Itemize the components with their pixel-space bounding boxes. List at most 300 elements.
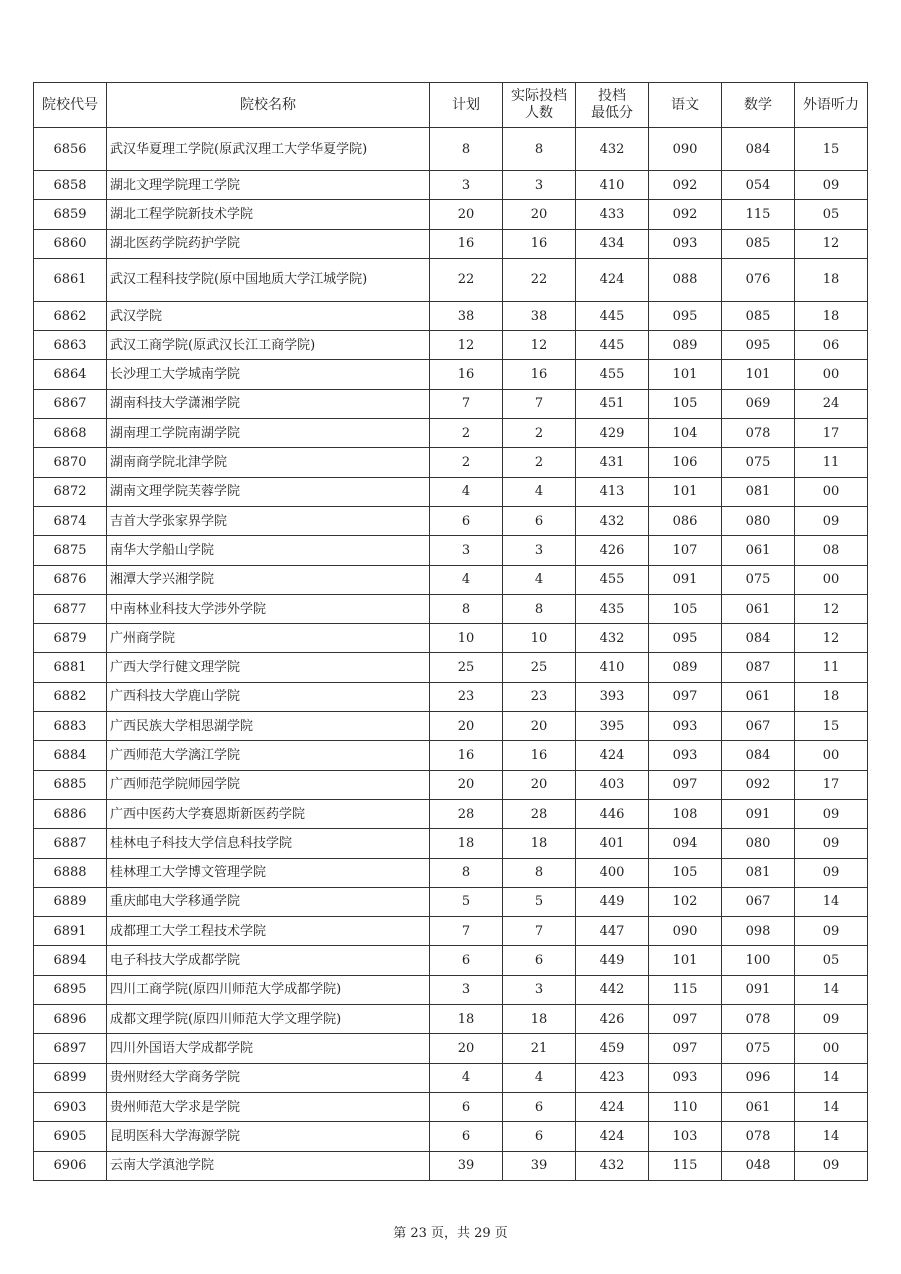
cell-math: 098 (722, 917, 795, 946)
cell-plan: 8 (430, 128, 503, 171)
cell-name: 湖北医药学院药护学院 (107, 229, 430, 258)
cell-chinese: 086 (649, 506, 722, 535)
cell-listening: 09 (795, 858, 868, 887)
cell-plan: 6 (430, 1122, 503, 1151)
cell-listening: 17 (795, 770, 868, 799)
cell-min-score: 435 (576, 594, 649, 623)
cell-min-score: 393 (576, 682, 649, 711)
cell-actual: 6 (503, 946, 576, 975)
cell-listening: 05 (795, 200, 868, 229)
cell-listening: 15 (795, 128, 868, 171)
cell-min-score: 426 (576, 536, 649, 565)
cell-min-score: 445 (576, 301, 649, 330)
cell-listening: 12 (795, 594, 868, 623)
cell-math: 078 (722, 419, 795, 448)
table-row (34, 917, 868, 946)
cell-math: 092 (722, 770, 795, 799)
cell-code: 6875 (34, 536, 107, 565)
cell-listening: 00 (795, 477, 868, 506)
cell-plan: 3 (430, 171, 503, 200)
table-row (34, 229, 868, 258)
cell-code: 6896 (34, 1005, 107, 1034)
cell-min-score: 424 (576, 741, 649, 770)
cell-code: 6876 (34, 565, 107, 594)
table-row (34, 171, 868, 200)
cell-actual: 38 (503, 301, 576, 330)
cell-listening: 18 (795, 682, 868, 711)
cell-plan: 18 (430, 1005, 503, 1034)
cell-chinese: 089 (649, 331, 722, 360)
cell-math: 054 (722, 171, 795, 200)
cell-chinese: 093 (649, 741, 722, 770)
cell-math: 061 (722, 1092, 795, 1121)
cell-math: 067 (722, 887, 795, 916)
cell-math: 075 (722, 448, 795, 477)
cell-math: 081 (722, 477, 795, 506)
cell-plan: 23 (430, 682, 503, 711)
cell-plan: 2 (430, 448, 503, 477)
cell-actual: 20 (503, 200, 576, 229)
cell-plan: 6 (430, 1092, 503, 1121)
cell-listening: 14 (795, 1122, 868, 1151)
table-row (34, 1092, 868, 1121)
cell-name: 长沙理工大学城南学院 (107, 360, 430, 389)
cell-min-score: 401 (576, 829, 649, 858)
cell-plan: 6 (430, 506, 503, 535)
cell-math: 091 (722, 799, 795, 828)
cell-name: 四川外国语大学成都学院 (107, 1034, 430, 1063)
cell-min-score: 449 (576, 887, 649, 916)
cell-actual: 5 (503, 887, 576, 916)
cell-plan: 39 (430, 1151, 503, 1180)
cell-code: 6903 (34, 1092, 107, 1121)
cell-chinese: 101 (649, 477, 722, 506)
cell-min-score: 423 (576, 1063, 649, 1092)
cell-actual: 22 (503, 258, 576, 301)
cell-listening: 00 (795, 360, 868, 389)
cell-min-score: 395 (576, 712, 649, 741)
cell-math: 100 (722, 946, 795, 975)
cell-name: 湖南文理学院芙蓉学院 (107, 477, 430, 506)
cell-chinese: 105 (649, 594, 722, 623)
cell-name: 云南大学滇池学院 (107, 1151, 430, 1180)
cell-chinese: 090 (649, 128, 722, 171)
cell-name: 重庆邮电大学移通学院 (107, 887, 430, 916)
cell-plan: 22 (430, 258, 503, 301)
cell-listening: 14 (795, 975, 868, 1004)
table-row (34, 360, 868, 389)
cell-chinese: 115 (649, 975, 722, 1004)
cell-math: 084 (722, 741, 795, 770)
cell-name: 昆明医科大学海源学院 (107, 1122, 430, 1151)
cell-min-score: 403 (576, 770, 649, 799)
table-row (34, 258, 868, 301)
cell-actual: 4 (503, 477, 576, 506)
cell-chinese: 103 (649, 1122, 722, 1151)
cell-chinese: 106 (649, 448, 722, 477)
cell-actual: 28 (503, 799, 576, 828)
cell-min-score: 429 (576, 419, 649, 448)
cell-plan: 12 (430, 331, 503, 360)
cell-math: 081 (722, 858, 795, 887)
cell-name: 桂林理工大学博文管理学院 (107, 858, 430, 887)
cell-min-score: 424 (576, 1092, 649, 1121)
cell-code: 6860 (34, 229, 107, 258)
table-row (34, 712, 868, 741)
cell-actual: 10 (503, 624, 576, 653)
table-row (34, 682, 868, 711)
cell-name: 广西师范大学漓江学院 (107, 741, 430, 770)
cell-chinese: 093 (649, 1063, 722, 1092)
cell-code: 6870 (34, 448, 107, 477)
cell-math: 078 (722, 1005, 795, 1034)
cell-listening: 09 (795, 1151, 868, 1180)
cell-min-score: 447 (576, 917, 649, 946)
cell-chinese: 108 (649, 799, 722, 828)
cell-math: 091 (722, 975, 795, 1004)
table-row (34, 1005, 868, 1034)
cell-actual: 4 (503, 565, 576, 594)
table-row (34, 419, 868, 448)
cell-name: 四川工商学院(原四川师范大学成都学院) (107, 975, 430, 1004)
cell-listening: 17 (795, 419, 868, 448)
cell-plan: 6 (430, 946, 503, 975)
cell-listening: 08 (795, 536, 868, 565)
cell-chinese: 097 (649, 1034, 722, 1063)
cell-plan: 3 (430, 975, 503, 1004)
cell-listening: 09 (795, 917, 868, 946)
cell-math: 061 (722, 536, 795, 565)
cell-plan: 20 (430, 200, 503, 229)
cell-listening: 00 (795, 741, 868, 770)
cell-min-score: 432 (576, 128, 649, 171)
table-row (34, 301, 868, 330)
cell-listening: 14 (795, 887, 868, 916)
table-row (34, 448, 868, 477)
header-row (34, 83, 868, 128)
cell-chinese: 097 (649, 1005, 722, 1034)
cell-code: 6899 (34, 1063, 107, 1092)
cell-name: 广西大学行健文理学院 (107, 653, 430, 682)
cell-actual: 2 (503, 448, 576, 477)
cell-chinese: 093 (649, 229, 722, 258)
admission-table (33, 82, 868, 1181)
cell-code: 6886 (34, 799, 107, 828)
cell-name: 贵州财经大学商务学院 (107, 1063, 430, 1092)
cell-listening: 12 (795, 229, 868, 258)
table-row (34, 653, 868, 682)
cell-actual: 7 (503, 917, 576, 946)
table-row (34, 1122, 868, 1151)
cell-actual: 16 (503, 229, 576, 258)
header-min-line1: 投档 (598, 88, 626, 104)
cell-math: 084 (722, 624, 795, 653)
cell-name: 广西民族大学相思湖学院 (107, 712, 430, 741)
cell-math: 085 (722, 229, 795, 258)
cell-code: 6882 (34, 682, 107, 711)
table-row (34, 887, 868, 916)
table-row (34, 741, 868, 770)
cell-name: 广西中医药大学赛恩斯新医药学院 (107, 799, 430, 828)
cell-actual: 7 (503, 389, 576, 418)
cell-math: 101 (722, 360, 795, 389)
cell-min-score: 431 (576, 448, 649, 477)
cell-chinese: 097 (649, 682, 722, 711)
cell-code: 6889 (34, 887, 107, 916)
header-min-line2: 最低分 (591, 105, 633, 121)
table-row (34, 536, 868, 565)
cell-plan: 25 (430, 653, 503, 682)
cell-min-score: 434 (576, 229, 649, 258)
cell-plan: 16 (430, 360, 503, 389)
cell-chinese: 110 (649, 1092, 722, 1121)
cell-min-score: 449 (576, 946, 649, 975)
cell-math: 095 (722, 331, 795, 360)
cell-chinese: 093 (649, 712, 722, 741)
cell-actual: 18 (503, 829, 576, 858)
cell-name: 湖北文理学院理工学院 (107, 171, 430, 200)
cell-min-score: 446 (576, 799, 649, 828)
cell-plan: 4 (430, 477, 503, 506)
cell-listening: 09 (795, 171, 868, 200)
cell-min-score: 455 (576, 360, 649, 389)
cell-math: 080 (722, 829, 795, 858)
cell-chinese: 104 (649, 419, 722, 448)
cell-actual: 18 (503, 1005, 576, 1034)
header-listening: 外语听力 (795, 83, 868, 128)
cell-code: 6874 (34, 506, 107, 535)
cell-math: 078 (722, 1122, 795, 1151)
cell-actual: 6 (503, 506, 576, 535)
page-footer: 第 23 页，共 29 页 (393, 1226, 508, 1241)
cell-listening: 09 (795, 799, 868, 828)
cell-name: 吉首大学张家界学院 (107, 506, 430, 535)
cell-math: 084 (722, 128, 795, 171)
cell-min-score: 424 (576, 258, 649, 301)
cell-listening: 14 (795, 1092, 868, 1121)
cell-min-score: 455 (576, 565, 649, 594)
cell-actual: 3 (503, 975, 576, 1004)
cell-plan: 4 (430, 1063, 503, 1092)
cell-math: 067 (722, 712, 795, 741)
cell-name: 中南林业科技大学涉外学院 (107, 594, 430, 623)
cell-code: 6891 (34, 917, 107, 946)
cell-plan: 16 (430, 229, 503, 258)
cell-listening: 09 (795, 506, 868, 535)
header-min-score (576, 83, 649, 128)
table-row (34, 1063, 868, 1092)
cell-actual: 39 (503, 1151, 576, 1180)
cell-actual: 8 (503, 858, 576, 887)
cell-listening: 11 (795, 448, 868, 477)
cell-math: 096 (722, 1063, 795, 1092)
table-row (34, 128, 868, 171)
cell-chinese: 091 (649, 565, 722, 594)
cell-code: 6863 (34, 331, 107, 360)
cell-name: 广州商学院 (107, 624, 430, 653)
cell-math: 075 (722, 565, 795, 594)
cell-listening: 24 (795, 389, 868, 418)
cell-actual: 16 (503, 741, 576, 770)
table-row (34, 829, 868, 858)
cell-actual: 4 (503, 1063, 576, 1092)
cell-plan: 5 (430, 887, 503, 916)
cell-code: 6881 (34, 653, 107, 682)
cell-listening: 05 (795, 946, 868, 975)
table-row (34, 1151, 868, 1180)
cell-chinese: 115 (649, 1151, 722, 1180)
cell-code: 6877 (34, 594, 107, 623)
cell-code: 6905 (34, 1122, 107, 1151)
cell-actual: 6 (503, 1092, 576, 1121)
cell-chinese: 090 (649, 917, 722, 946)
cell-actual: 3 (503, 171, 576, 200)
cell-min-score: 413 (576, 477, 649, 506)
table-body (34, 128, 868, 1181)
cell-actual: 8 (503, 594, 576, 623)
cell-code: 6897 (34, 1034, 107, 1063)
cell-plan: 20 (430, 712, 503, 741)
cell-chinese: 092 (649, 200, 722, 229)
cell-name: 湖南商学院北津学院 (107, 448, 430, 477)
cell-plan: 7 (430, 389, 503, 418)
cell-name: 武汉工商学院(原武汉长江工商学院) (107, 331, 430, 360)
cell-listening: 09 (795, 829, 868, 858)
cell-actual: 25 (503, 653, 576, 682)
cell-min-score: 426 (576, 1005, 649, 1034)
table-row (34, 565, 868, 594)
cell-plan: 28 (430, 799, 503, 828)
cell-actual: 2 (503, 419, 576, 448)
cell-math: 080 (722, 506, 795, 535)
cell-math: 061 (722, 594, 795, 623)
table-row (34, 477, 868, 506)
cell-math: 048 (722, 1151, 795, 1180)
cell-name: 贵州师范大学求是学院 (107, 1092, 430, 1121)
cell-min-score: 451 (576, 389, 649, 418)
cell-chinese: 088 (649, 258, 722, 301)
cell-min-score: 432 (576, 506, 649, 535)
header-actual-line2: 人数 (525, 105, 553, 121)
table-row (34, 975, 868, 1004)
cell-code: 6868 (34, 419, 107, 448)
cell-math: 115 (722, 200, 795, 229)
header-plan: 计划 (430, 83, 503, 128)
cell-chinese: 094 (649, 829, 722, 858)
cell-min-score: 459 (576, 1034, 649, 1063)
cell-actual: 12 (503, 331, 576, 360)
cell-code: 6884 (34, 741, 107, 770)
cell-name: 湖南理工学院南湖学院 (107, 419, 430, 448)
cell-min-score: 410 (576, 653, 649, 682)
header-math: 数学 (722, 83, 795, 128)
cell-actual: 20 (503, 712, 576, 741)
cell-math: 061 (722, 682, 795, 711)
cell-actual: 3 (503, 536, 576, 565)
table-row (34, 770, 868, 799)
cell-plan: 20 (430, 770, 503, 799)
header-name: 院校名称 (107, 83, 430, 128)
cell-actual: 20 (503, 770, 576, 799)
cell-chinese: 089 (649, 653, 722, 682)
header-chinese: 语文 (649, 83, 722, 128)
cell-min-score: 424 (576, 1122, 649, 1151)
cell-listening: 11 (795, 653, 868, 682)
table-row (34, 594, 868, 623)
cell-name: 电子科技大学成都学院 (107, 946, 430, 975)
cell-listening: 09 (795, 1005, 868, 1034)
cell-math: 076 (722, 258, 795, 301)
cell-name: 广西科技大学鹿山学院 (107, 682, 430, 711)
cell-min-score: 442 (576, 975, 649, 1004)
cell-actual: 21 (503, 1034, 576, 1063)
cell-listening: 00 (795, 565, 868, 594)
cell-chinese: 105 (649, 858, 722, 887)
cell-min-score: 445 (576, 331, 649, 360)
table-row (34, 331, 868, 360)
cell-actual: 6 (503, 1122, 576, 1151)
header-actual-line1: 实际投档 (511, 88, 567, 104)
table-row (34, 1034, 868, 1063)
cell-name: 广西师范学院师园学院 (107, 770, 430, 799)
cell-code: 6872 (34, 477, 107, 506)
cell-plan: 16 (430, 741, 503, 770)
cell-plan: 4 (430, 565, 503, 594)
cell-name: 成都理工大学工程技术学院 (107, 917, 430, 946)
cell-chinese: 105 (649, 389, 722, 418)
cell-listening: 06 (795, 331, 868, 360)
cell-plan: 38 (430, 301, 503, 330)
cell-name: 武汉华夏理工学院(原武汉理工大学华夏学院) (107, 128, 430, 171)
cell-math: 075 (722, 1034, 795, 1063)
cell-code: 6906 (34, 1151, 107, 1180)
cell-math: 069 (722, 389, 795, 418)
cell-listening: 15 (795, 712, 868, 741)
cell-name: 武汉工程科技学院(原中国地质大学江城学院) (107, 258, 430, 301)
header-code: 院校代号 (34, 83, 107, 128)
cell-listening: 14 (795, 1063, 868, 1092)
cell-name: 湖北工程学院新技术学院 (107, 200, 430, 229)
table-row (34, 799, 868, 828)
cell-code: 6859 (34, 200, 107, 229)
cell-name: 成都文理学院(原四川师范大学文理学院) (107, 1005, 430, 1034)
cell-code: 6887 (34, 829, 107, 858)
cell-plan: 3 (430, 536, 503, 565)
cell-actual: 23 (503, 682, 576, 711)
cell-code: 6864 (34, 360, 107, 389)
table-row (34, 858, 868, 887)
cell-code: 6895 (34, 975, 107, 1004)
cell-plan: 20 (430, 1034, 503, 1063)
cell-code: 6861 (34, 258, 107, 301)
cell-code: 6858 (34, 171, 107, 200)
cell-code: 6856 (34, 128, 107, 171)
cell-plan: 18 (430, 829, 503, 858)
cell-actual: 16 (503, 360, 576, 389)
cell-min-score: 410 (576, 171, 649, 200)
cell-min-score: 432 (576, 624, 649, 653)
cell-name: 南华大学船山学院 (107, 536, 430, 565)
cell-name: 武汉学院 (107, 301, 430, 330)
cell-plan: 8 (430, 858, 503, 887)
cell-plan: 10 (430, 624, 503, 653)
cell-min-score: 433 (576, 200, 649, 229)
cell-listening: 18 (795, 258, 868, 301)
cell-code: 6883 (34, 712, 107, 741)
cell-chinese: 095 (649, 624, 722, 653)
cell-min-score: 432 (576, 1151, 649, 1180)
cell-chinese: 101 (649, 360, 722, 389)
